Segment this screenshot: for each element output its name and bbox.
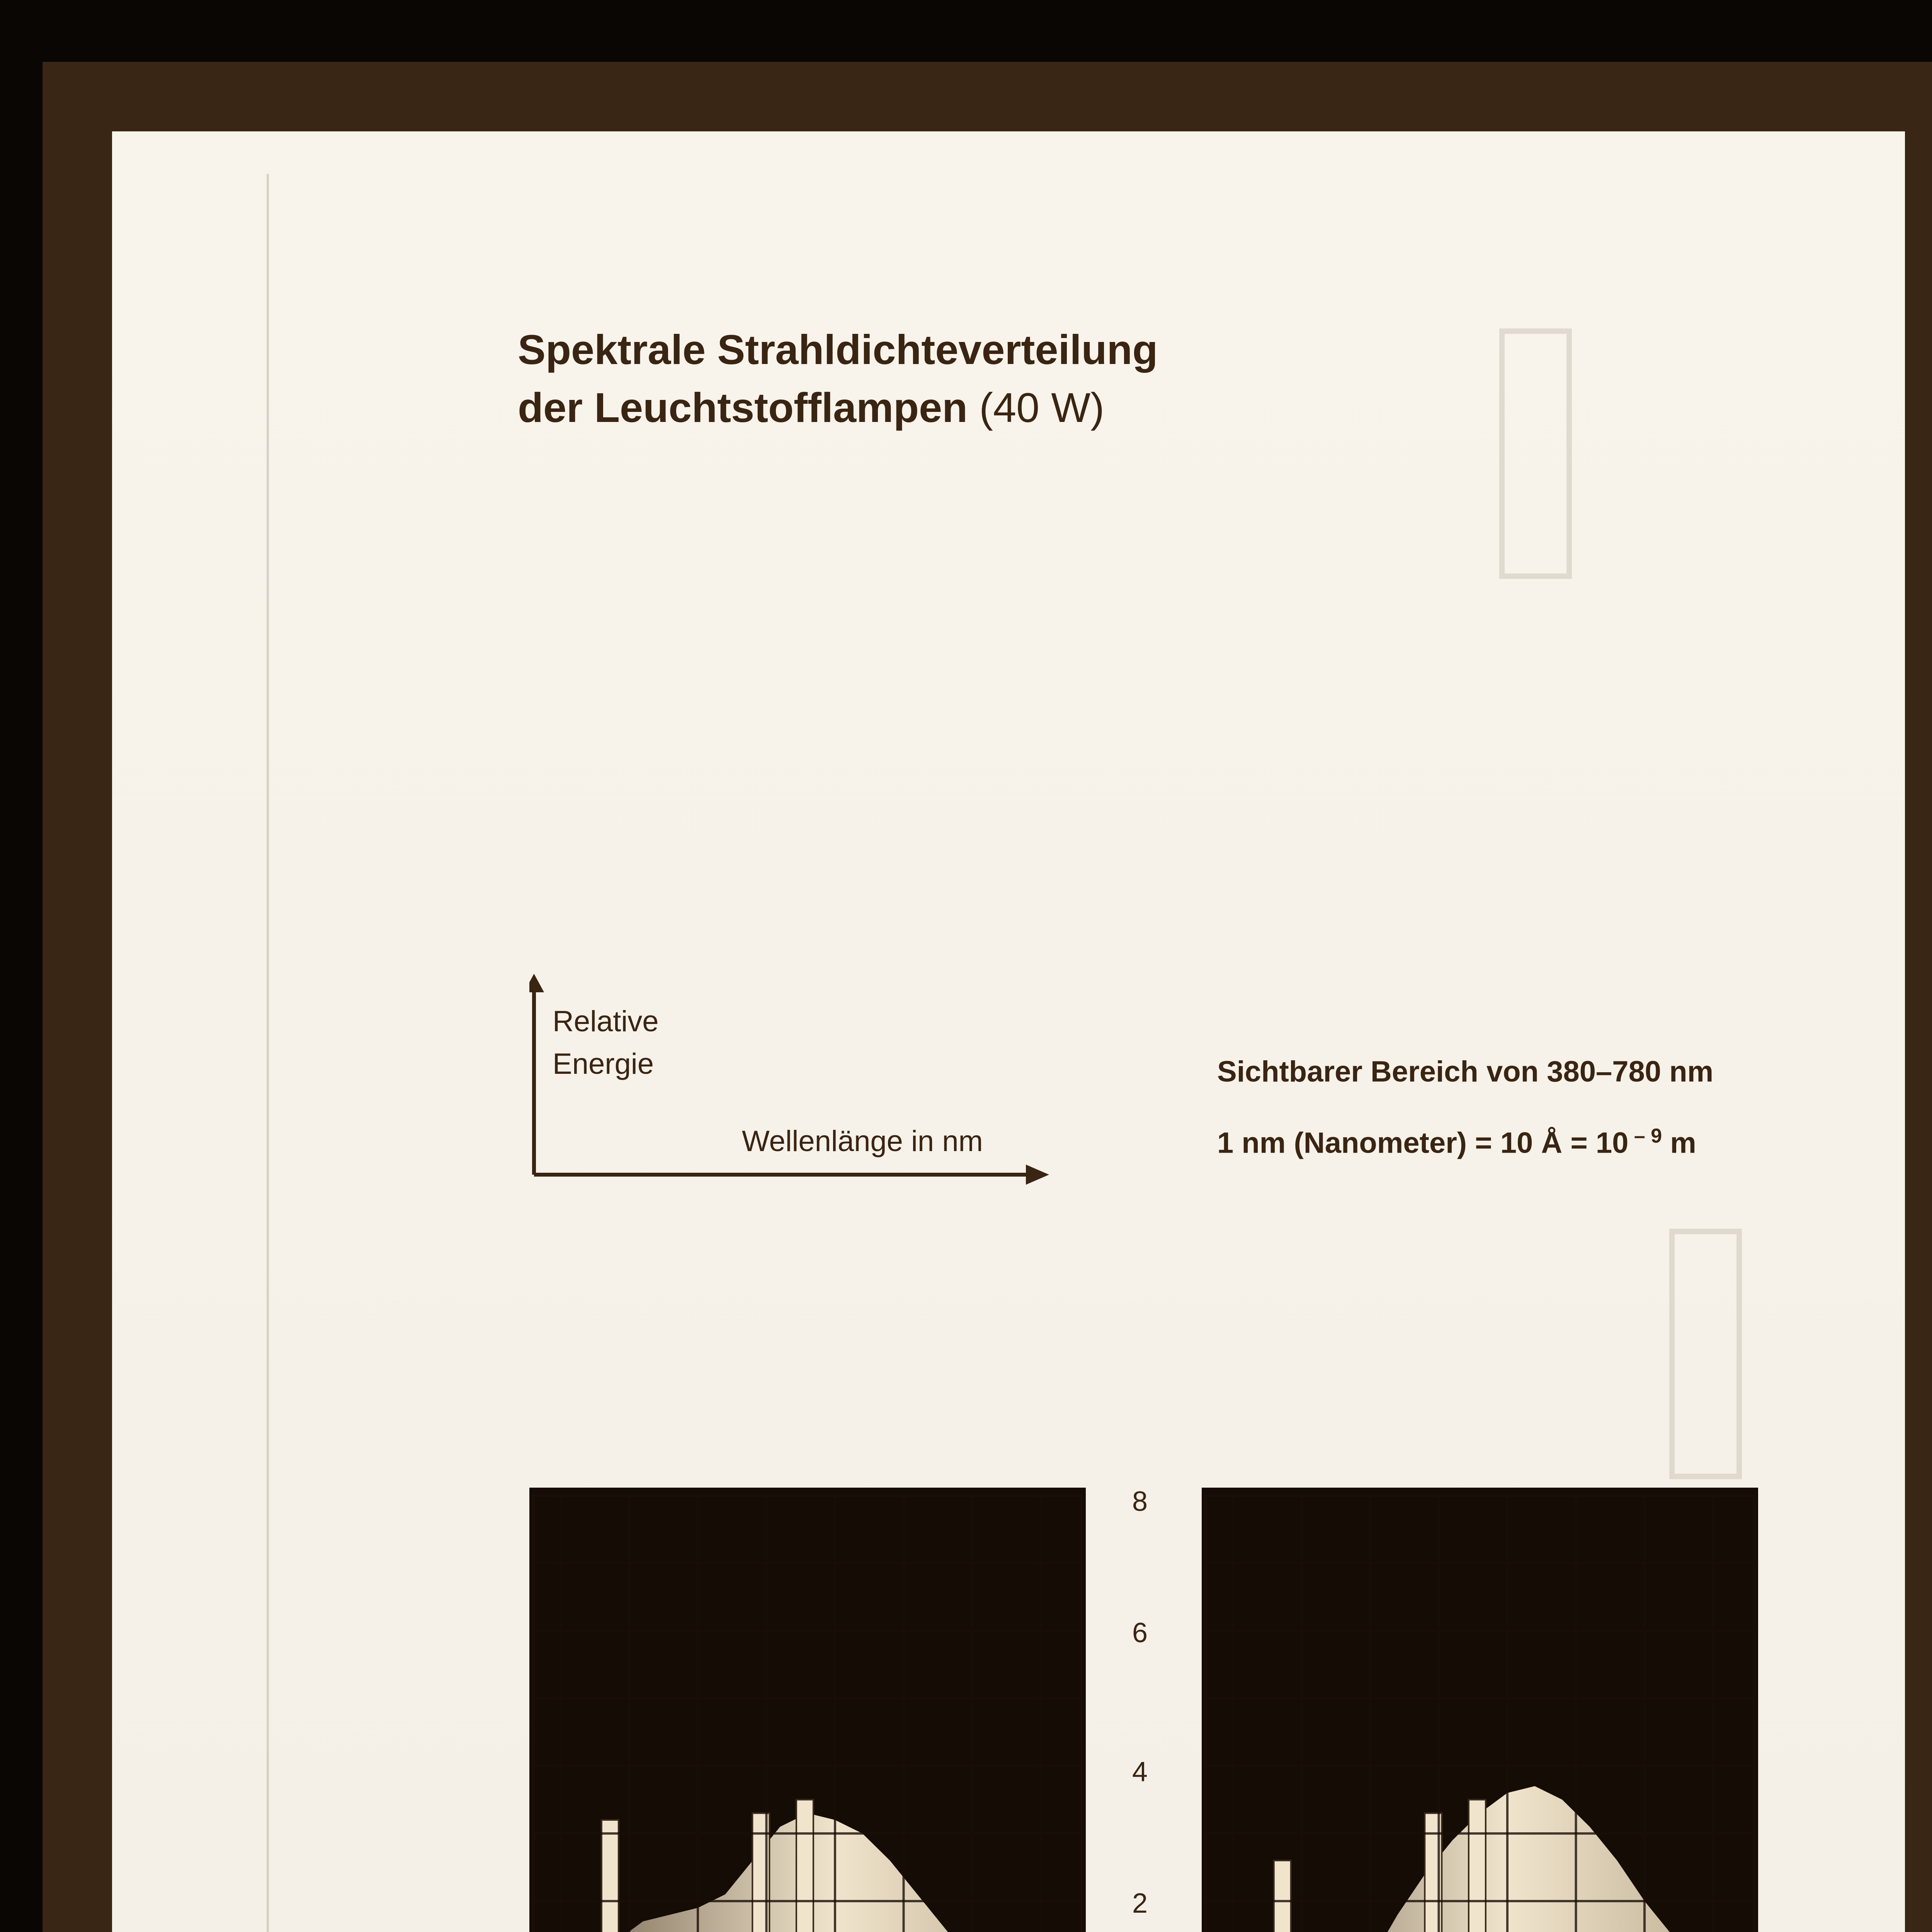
unit-exponent: – 9 <box>1628 1125 1662 1147</box>
title-line-2 <box>518 379 1158 437</box>
chart-weiss-svg <box>529 1488 1086 1932</box>
visible-range-text: Sichtbarer Bereich von 380–780 nm <box>1217 1055 1714 1088</box>
axis-legend <box>529 974 1055 1190</box>
title-suffix: (40 W) <box>979 384 1105 431</box>
x-axis-label: Wellenlänge in nm <box>742 1125 983 1158</box>
chart-warmton-svg <box>1202 1488 1758 1932</box>
y-tick-8: 8 <box>1132 1486 1148 1517</box>
unit-prefix: 1 nm (Nanometer) = 10 <box>1217 1126 1541 1160</box>
angstrom-symbol: Å <box>1541 1126 1563 1160</box>
emission-line-bar <box>1469 1800 1486 1932</box>
y-axis-label-line1: Relative <box>553 1005 659 1038</box>
registration-mark-bottom <box>1669 1229 1742 1479</box>
unit-mid: = 10 <box>1562 1126 1629 1160</box>
page-title <box>518 321 1158 437</box>
y-axis-label-line2: Energie <box>553 1048 654 1080</box>
registration-mark-top <box>1499 328 1572 579</box>
unit-definition <box>1217 1124 1696 1160</box>
y-tick-6: 6 <box>1132 1617 1148 1648</box>
y-tick-2: 2 <box>1132 1888 1148 1919</box>
emission-line-bar <box>1274 1861 1291 1932</box>
y-tick-4: 4 <box>1132 1757 1148 1787</box>
page-fold-line <box>267 174 269 1932</box>
chart-weiss <box>529 1488 1086 1932</box>
chart-warmton <box>1202 1488 1758 1932</box>
title-line-2-text: der Leuchtstofflampen <box>518 384 968 431</box>
title-line-1: Spektrale Strahldichteverteilung <box>518 326 1158 373</box>
emission-line-bar <box>796 1800 813 1932</box>
emission-line-bar <box>602 1820 619 1932</box>
unit-suffix: m <box>1662 1126 1696 1160</box>
